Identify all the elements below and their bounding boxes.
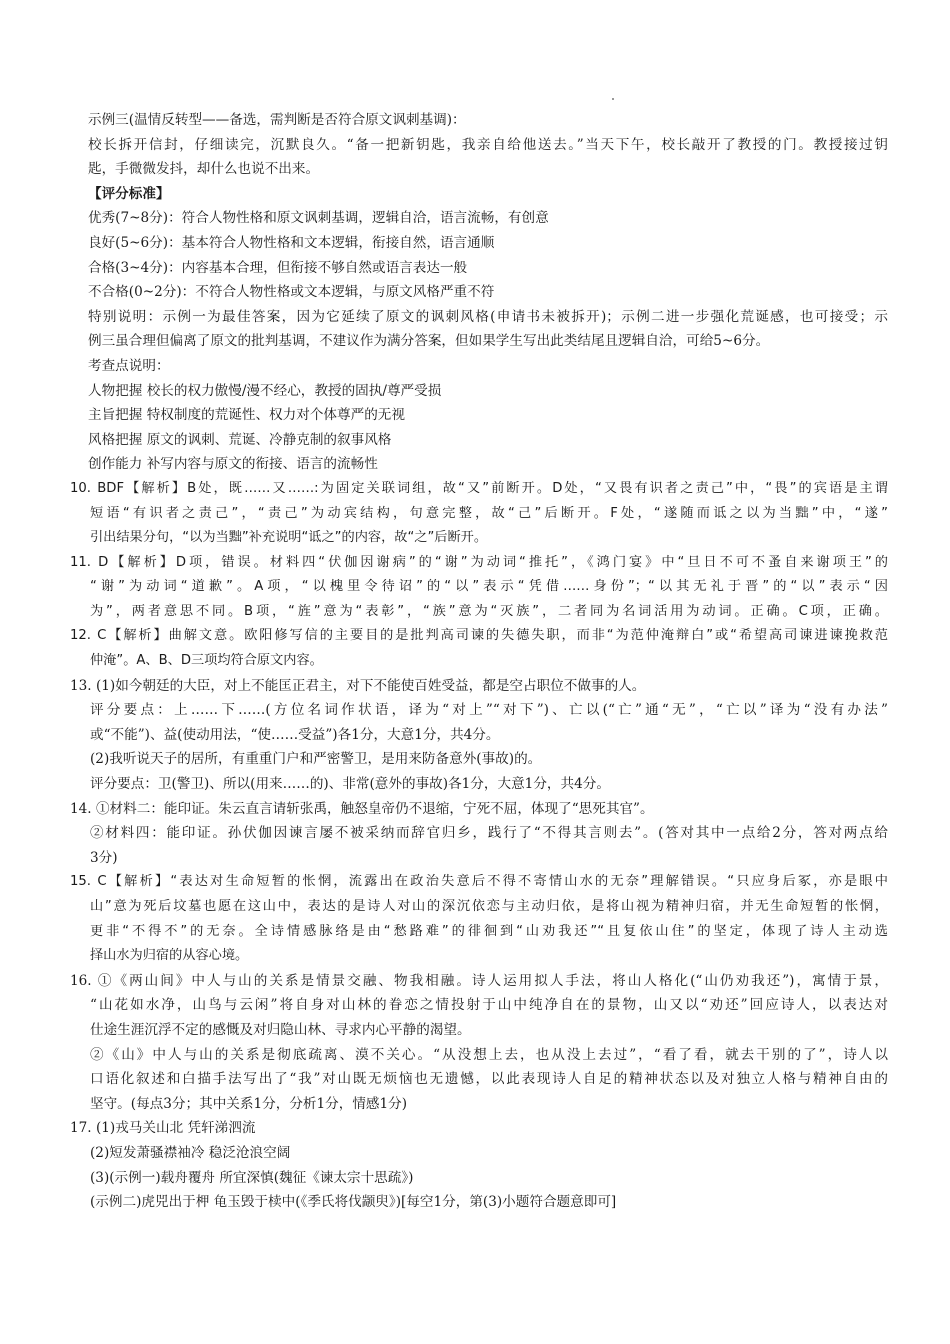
text-line: 校长拆开信封，仔细读完，沉默良久。“备一把新钥匙，我亲自给他送去。”当天下午，校长敲开了教授的门。教授接过钥 xyxy=(88,136,888,153)
text-line: 更非“不得不”的无奈。全诗情感脉络是由“愁路难”的徘徊到“山劝我还”“且复依山住”的坚定，体现了诗人主动选 xyxy=(90,923,888,939)
text-line: “谢”为动词“道歉”。A项，“以槐里令待诏”的“以”表示“凭借……身份”；“以其无礼于晋”的“以”表示“因 xyxy=(90,579,888,595)
text-line: 择山水为归宿的从容心境。 xyxy=(90,948,249,964)
text-line: 良好(5~6分)：基本符合人物性格和文本逻辑，衔接自然，语言通顺 xyxy=(88,234,495,251)
text-line: 考查点说明： xyxy=(88,357,170,374)
text-line: 例三虽合理但偏离了原文的批判基调，不建议作为满分答案，但如果学生写出此类结尾且逻辑自洽，可给5~6分。 xyxy=(88,333,770,350)
text-line: 为”，两者意思不同。B项，“旌”意为“表彰”，“族”意为“灭族”，二者同为名词活用为动词。正确。C项，正确。 xyxy=(90,603,888,619)
text-line: 坚守。(每点3分；其中关系1分，分析1分，情感1分) xyxy=(90,1095,408,1112)
text-line: 11. D【解析】D项，错误。材料四“伏伽因谢病”的“谢”为动词“推托”，《鸿门宴》中“旦日不可不蚤自来谢项王”的 xyxy=(70,554,888,570)
text-line: 人物把握 校长的权力傲慢/漫不经心，教授的固执/尊严受损 xyxy=(88,382,442,399)
text-line: 或“不能”)、益(使动用法，“使……受益”)各1分，大意1分，共4分。 xyxy=(90,726,500,743)
text-line: 特别说明：示例一为最佳答案，因为它延续了原文的讽刺风格(申请书未被拆开)；示例二进一步强化荒诞感，也可接受；示 xyxy=(88,308,888,325)
text-line: 短语“有识者之责己”，“责己”为动宾结构，句意完整，故“己”后断开。F处，“遂随而诋之以为当黜”中，“遂” xyxy=(90,505,888,521)
text-line: 不合格(0~2分)：不符合人物性格或文本逻辑，与原文风格严重不符 xyxy=(88,284,495,301)
text-line: 仕途生涯沉浮不定的感慨及对归隐山林、寻求内心平静的渴望。 xyxy=(90,1021,471,1038)
text-line: 优秀(7~8分)：符合人物性格和原文讽刺基调，逻辑自洽，语言流畅，有创意 xyxy=(88,210,549,227)
text-line: 评分要点：卫(警卫)、所以(用来……的)、非常(意外的事故)各1分，大意1分，共4分。 xyxy=(90,776,610,793)
text-line: 评分要点：上……下……(方位名词作状语，译为“对上”“对下”)、亡以(“亡”通“无”，“亡以”译为“没有办法” xyxy=(90,702,888,719)
text-line: 示例三(温情反转型——备选，需判断是否符合原文讽刺基调)： xyxy=(88,112,466,128)
text-line: 10. BDF【解析】B处，既……又……:为固定关联词组，故“又”前断开。D处，“又畏有识者之责己”中，“畏”的宾语是主谓 xyxy=(70,480,888,496)
text-line: (3)(示例一)载舟覆舟 所宜深慎(魏征《谏太宗十思疏》) xyxy=(90,1169,414,1186)
text-line: 17. (1)戎马关山北 凭轩涕泗流 xyxy=(70,1120,256,1137)
text-line: 风格把握 原文的讽刺、荒诞、冷静克制的叙事风格 xyxy=(88,431,392,448)
text-line: 仲淹”。A、B、D三项均符合原文内容。 xyxy=(90,653,323,669)
text-line: ②《山》中人与山的关系是彻底疏离、漠不关心。“从没想上去，也从没上去过”，“看了看，就去干别的了”，诗人以 xyxy=(90,1046,888,1063)
answer-key-page xyxy=(0,108,950,1215)
text-line: 15. C【解析】“表达对生命短暂的怅惘，流露出在政治失意后不得不寄情山水的无奈”理解错误。“只应身后冢，亦是眼中 xyxy=(70,874,888,890)
text-line: “山花如水净，山鸟与云闲”将自身对山林的眷恋之情投射于山中纯净自在的景物，山又以“劝还”回应诗人，以表达对 xyxy=(90,997,888,1014)
text-line: 口语化叙述和白描手法写出了“我”对山既无烦恼也无遗憾，以此表现诗人自足的精神状态以及对独立人格与精神自由的 xyxy=(90,1071,888,1088)
text-line: (示例二)虎兕出于柙 龟玉毁于椟中(《季氏将伐颛臾》)[每空1分，第(3)小题符合题意即可] xyxy=(90,1194,617,1211)
scan-speck xyxy=(612,98,614,100)
text-line: 合格(3~4分)：内容基本合理，但衔接不够自然或语言表达一般 xyxy=(88,259,468,276)
text-line: 引出结果分句，“以为当黜”补充说明“诋之”的内容，故“之”后断开。 xyxy=(90,530,488,546)
text-line: 匙，手微微发抖，却什么也说不出来。 xyxy=(88,161,320,178)
text-line: 创作能力 补写内容与原文的衔接、语言的流畅性 xyxy=(88,456,378,473)
text-line: 13. (1)如今朝廷的大臣，对上不能匡正君主，对下不能使百姓受益，都是空占职位不做事的人。 xyxy=(70,677,646,694)
text-line: (2)短发萧骚襟袖冷 稳泛沧浪空阔 xyxy=(90,1144,291,1161)
text-line: 16. ①《两山间》中人与山的关系是情景交融、物我相融。诗人运用拟人手法，将山人格化(“山仍劝我还”)，寓情于景， xyxy=(70,972,888,989)
text-line: 3分) xyxy=(90,849,118,866)
text-line: 【评分标准】 xyxy=(88,185,170,202)
text-line: 山”意为死后坟墓也愿在这山中，表达的是诗人对山的深沉依恋与主动归依，是将山视为精神归宿，并无生命短暂的怅惘， xyxy=(90,899,888,914)
text-line: (2)我听说天子的居所，有重重门户和严密警卫，是用来防备意外(事故)的。 xyxy=(90,751,542,768)
text-line: 12. C【解析】曲解文意。欧阳修写信的主要目的是批判高司谏的失德失职，而非“为范仲淹辩白”或“希望高司谏进谏挽救范 xyxy=(70,628,888,644)
text-line: 主旨把握 特权制度的荒诞性、权力对个体尊严的无视 xyxy=(88,407,405,424)
text-line: ②材料四：能印证。孙伏伽因谏言屡不被采纳而辞官归乡，践行了“不得其言则去”。(答对其中一点给2分，答对两点给 xyxy=(90,825,888,842)
text-line: 14. ①材料二：能印证。朱云直言请斩张禹，触怒皇帝仍不退缩，宁死不屈，体现了“思死其官”。 xyxy=(70,800,654,817)
